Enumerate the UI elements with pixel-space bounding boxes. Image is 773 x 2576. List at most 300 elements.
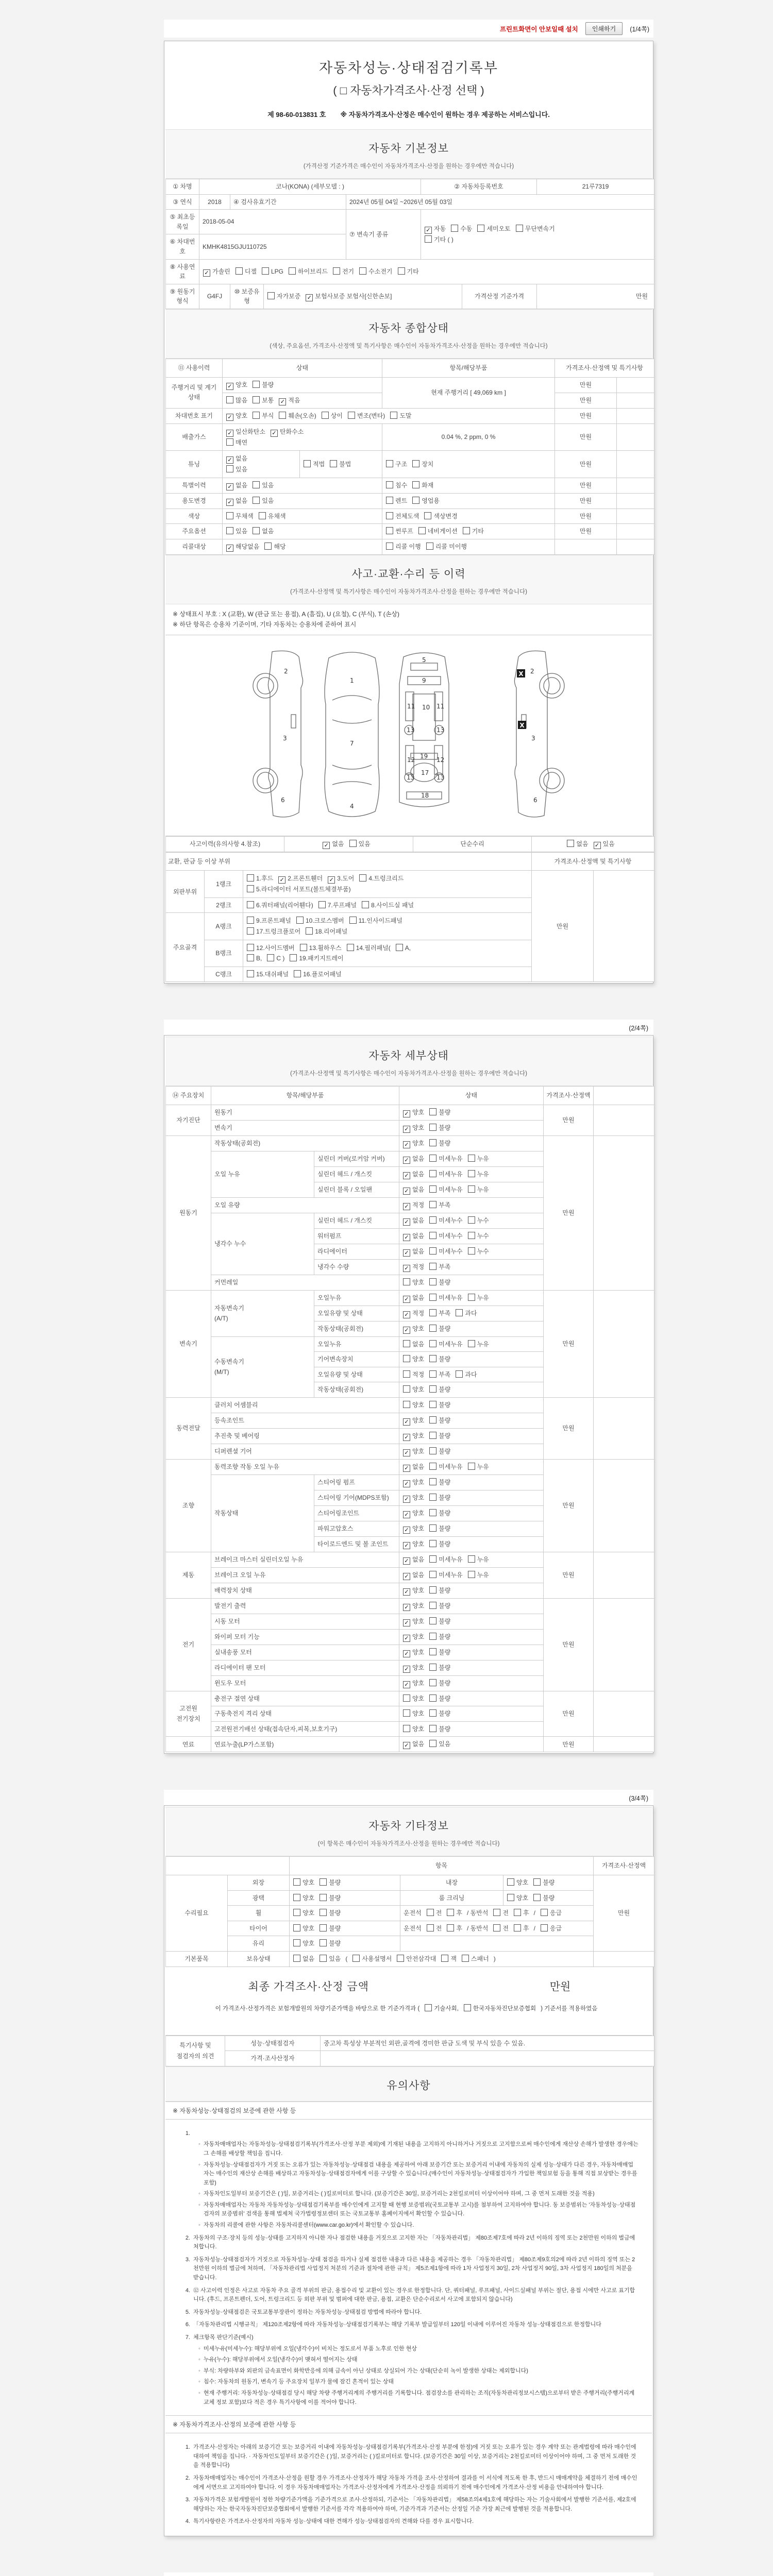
table-row bbox=[166, 1136, 654, 1151]
option-label: 4.트렁크리드 bbox=[368, 875, 404, 883]
table-cell: 2018 bbox=[199, 194, 230, 210]
table-cell: 만원 bbox=[544, 1136, 594, 1291]
option-label: 누유 bbox=[477, 1186, 489, 1194]
option-label: 썬루프 bbox=[395, 528, 413, 535]
checkbox: ✓ bbox=[403, 1110, 410, 1117]
table-cell bbox=[532, 836, 654, 852]
option-label: 없음 bbox=[412, 1186, 425, 1194]
option-label: 양호 bbox=[303, 1894, 315, 1902]
table-cell: A랭크 bbox=[205, 913, 243, 940]
table-cell: 단순수리 bbox=[413, 836, 532, 852]
table-cell: ⑦ 변속기 종류 bbox=[346, 210, 421, 259]
option-label: 전 bbox=[435, 1924, 442, 1932]
table-cell bbox=[399, 1336, 544, 1352]
checkbox bbox=[516, 225, 523, 232]
checkbox bbox=[398, 267, 405, 275]
final-price-row bbox=[165, 1967, 652, 2036]
option-label: 불량 bbox=[439, 1633, 451, 1640]
table-cell: 냉각수 누수 bbox=[211, 1213, 314, 1275]
accident-history-row bbox=[165, 836, 654, 852]
option-label: 양호 bbox=[412, 1325, 425, 1332]
option-label: 있음 bbox=[602, 840, 615, 848]
checkbox bbox=[247, 944, 254, 951]
option-label: 불량 bbox=[439, 1109, 451, 1116]
checkbox bbox=[429, 1709, 436, 1717]
checkbox: ✓ bbox=[403, 1249, 410, 1257]
checkbox: ✓ bbox=[403, 1666, 410, 1673]
table-cell bbox=[243, 871, 532, 898]
table-cell bbox=[399, 1475, 544, 1490]
option-label: 매연 bbox=[236, 438, 248, 446]
option-label: 양호 bbox=[412, 1586, 425, 1594]
checkbox bbox=[253, 381, 260, 388]
table-cell bbox=[399, 1105, 544, 1121]
checkbox bbox=[412, 497, 419, 504]
option-label: 안전삼각대 bbox=[406, 1955, 436, 1962]
table-cell: 오일 누유 bbox=[211, 1151, 314, 1198]
table-cell: ⑩ 보증유형 bbox=[230, 284, 264, 309]
checkbox bbox=[429, 1309, 436, 1316]
checkbox: ✓ bbox=[403, 1542, 410, 1549]
table-cell bbox=[399, 1521, 544, 1536]
table-cell: 배력장치 상태 bbox=[211, 1583, 399, 1598]
svg-text:5: 5 bbox=[422, 656, 426, 664]
svg-text:7: 7 bbox=[350, 739, 354, 747]
table-cell: 코나(KONA) (세부모델 : ) bbox=[199, 179, 421, 195]
checkbox: ✓ bbox=[403, 1418, 410, 1426]
option-label: 양호 bbox=[412, 1602, 425, 1609]
table-cell: 튜닝 bbox=[166, 451, 223, 478]
checkbox bbox=[429, 1633, 436, 1640]
table-cell: ③ 연식 bbox=[166, 194, 199, 210]
table-cell: 가격조사·산정액 및 특기사항 bbox=[555, 359, 654, 377]
option-label: 불량 bbox=[439, 1540, 451, 1548]
table-cell: ① 차명 bbox=[166, 179, 199, 195]
section-note: (가격조사·산정액 및 특기사항은 매수인이 자동차가격조사·산정을 원하는 경우에만 적습니다) bbox=[290, 1071, 527, 1077]
table-cell: 조향 bbox=[166, 1459, 211, 1552]
option-label: 일산화탄소 bbox=[236, 428, 265, 435]
option-label: 없음 bbox=[332, 840, 344, 848]
checkbox bbox=[429, 1740, 436, 1747]
table-cell: 충전구 절연 상태 bbox=[211, 1691, 399, 1706]
checkbox bbox=[429, 1385, 436, 1393]
table-cell: 자동변속기 (A/T) bbox=[211, 1290, 314, 1336]
option-label: 양호 bbox=[516, 1894, 529, 1902]
table-cell bbox=[594, 1459, 654, 1552]
table-cell: 1랭크 bbox=[205, 871, 243, 898]
option-label: 있음 bbox=[236, 528, 248, 535]
table-cell: 가격산정 기준가격 bbox=[462, 284, 537, 309]
option-label: 없음 bbox=[412, 1555, 425, 1563]
svg-text:10: 10 bbox=[422, 703, 430, 711]
option-label: 19.패키지트레이 bbox=[299, 955, 344, 962]
checkbox bbox=[320, 1909, 327, 1916]
section-accident-history bbox=[165, 555, 652, 604]
checkbox bbox=[451, 225, 458, 232]
table-row bbox=[166, 1875, 654, 1890]
table-cell bbox=[399, 1413, 544, 1428]
checkbox: ✓ bbox=[403, 1311, 410, 1318]
detail-condition-table bbox=[165, 1086, 654, 1752]
section-overall-condition bbox=[165, 309, 652, 359]
table-cell: 보유상태 bbox=[228, 1951, 290, 1967]
table-cell: 유리 bbox=[228, 1936, 290, 1952]
svg-text:11: 11 bbox=[407, 702, 415, 710]
table-cell: 만원 bbox=[555, 493, 617, 509]
checkbox: ✓ bbox=[226, 499, 233, 506]
option-label: 불량 bbox=[439, 1524, 451, 1532]
install-print-plugin-link[interactable]: 프린트화면이 안보일때 설치 bbox=[499, 25, 578, 33]
option-label: 불량 bbox=[439, 1679, 451, 1687]
checkbox bbox=[468, 1463, 475, 1470]
table-cell: 만원 bbox=[544, 1398, 594, 1460]
option-label: 운전석 bbox=[404, 1909, 422, 1917]
table-cell: 제동 bbox=[166, 1552, 211, 1598]
option-label: 누유 bbox=[477, 1340, 489, 1348]
checkbox bbox=[514, 1924, 521, 1931]
checkbox bbox=[468, 1232, 475, 1239]
option-label: 있음 bbox=[236, 466, 248, 473]
option-label: 불량 bbox=[439, 1694, 451, 1702]
checkbox bbox=[429, 1447, 436, 1454]
table-cell: 상태 bbox=[223, 359, 382, 377]
checkbox: ✓ bbox=[425, 227, 432, 234]
table-cell bbox=[400, 1936, 594, 1952]
checkbox: ✓ bbox=[403, 1141, 410, 1148]
table-cell bbox=[399, 1552, 544, 1567]
option-label: 없음 bbox=[303, 1955, 315, 1962]
checkbox bbox=[296, 917, 304, 924]
table-row bbox=[166, 1890, 654, 1906]
basic-info-table bbox=[165, 179, 654, 309]
option-label: 가솔린 bbox=[212, 267, 230, 275]
table-cell: 작동상태(공회전) bbox=[211, 1136, 399, 1151]
table-cell: 구동축전지 격리 상태 bbox=[211, 1706, 399, 1722]
table-cell bbox=[594, 1598, 654, 1691]
table-cell bbox=[399, 1367, 544, 1382]
option-label: 전기 bbox=[342, 267, 355, 275]
notice-block bbox=[165, 2102, 652, 2535]
option-label: ) 기준서를 적용하였음 bbox=[541, 2005, 598, 2012]
overall-condition-table bbox=[165, 359, 654, 555]
option-label: 불량 bbox=[439, 1509, 451, 1517]
option-label: 불량 bbox=[439, 1416, 451, 1424]
table-row bbox=[166, 210, 654, 234]
table-cell bbox=[399, 1675, 544, 1691]
table-cell bbox=[503, 1875, 594, 1890]
option-label: 불량 bbox=[439, 1494, 451, 1501]
option-label: 해당없음 bbox=[236, 543, 260, 550]
option-label: 3.도어 bbox=[337, 875, 355, 883]
option-label: 장치 bbox=[422, 460, 434, 468]
option-label: 불량 bbox=[439, 1478, 451, 1486]
table-cell: 만원 bbox=[555, 451, 617, 478]
table-cell bbox=[382, 509, 555, 524]
table-cell: ⑥ 차대번호 bbox=[166, 234, 199, 259]
checkbox bbox=[429, 1586, 436, 1594]
option-label: 있음 bbox=[262, 481, 274, 489]
table-cell bbox=[223, 493, 382, 509]
checkbox: ✓ bbox=[323, 842, 330, 849]
notice-item: 3. 자동차가격은 보험개발원이 정한 차량기준가액을 기준가격으로 조사·산정하되, 기준서는 「자동차관리법」 제58조의4제1호에 해당하는 자는 기술사회에서 발행한 기준서를, 제2호에 해당하는 자는 한국자동차진단보증협회에서 발행한 기준서를 각각 적용하여야 하며, 기준가격과 기준서는 산정일 기준 가장 최근에 발행된 것을 적용합니다. bbox=[185, 2497, 636, 2512]
checkbox bbox=[300, 944, 307, 951]
option-label: 수동 bbox=[460, 225, 473, 233]
svg-text:13: 13 bbox=[436, 726, 445, 734]
table-cell: 가격조사·산정액 bbox=[594, 1857, 654, 1875]
notice-bullet: ◦ 미세누유(미세누수): 해당부위에 오일(냉각수)이 비치는 정도로서 부품 노후로 인한 현상 bbox=[198, 2345, 417, 2352]
checkbox bbox=[533, 1878, 541, 1886]
checkbox bbox=[236, 267, 243, 275]
checkbox: ✓ bbox=[226, 383, 233, 390]
checkbox bbox=[247, 901, 254, 908]
table-cell bbox=[243, 897, 532, 913]
table-cell: 기어변속장치 bbox=[314, 1352, 399, 1367]
table-cell: 라디에이터 팬 모터 bbox=[211, 1660, 399, 1675]
checkbox bbox=[247, 874, 254, 882]
table-cell bbox=[399, 1182, 544, 1198]
checkbox bbox=[507, 1878, 514, 1886]
table-cell: 실린더 블록 / 오일팬 bbox=[314, 1182, 399, 1198]
checkbox: ✓ bbox=[403, 1480, 410, 1487]
table-cell bbox=[290, 1890, 400, 1906]
table-cell: ⑤ 최초등록일 bbox=[166, 210, 199, 234]
checkbox bbox=[429, 1416, 436, 1423]
checkbox bbox=[293, 1878, 300, 1886]
final-price-label: 최종 가격조사·산정 금액 bbox=[248, 1980, 369, 1993]
option-label: 없음 bbox=[576, 840, 589, 848]
table-cell: 파워고압호스 bbox=[314, 1521, 399, 1536]
checkbox bbox=[264, 543, 272, 550]
option-label: / bbox=[533, 1909, 535, 1917]
table-cell bbox=[594, 1951, 654, 1967]
option-label: 양호 bbox=[412, 1710, 425, 1718]
checkbox bbox=[429, 1401, 436, 1408]
option-label: 불량 bbox=[439, 1617, 451, 1625]
notice-item: 3. 자동차성능·상태점검자가 거짓으로 자동차성능·상태 점검을 하거나 실제 점검한 내용과 다른 내용을 제공하는 경우 「자동차관리법」 제80조제9호의2에 따라 2년 이하의 징역 또는 2천만원 이하의 벌금에 처하며, 「자동차관리법 사업정지 처분의 기준과 절차에 관한 규칙」 제5조제1항에 따라 1차 사업정지 30일, 2차 사업정지 90일, 3차 사업정지 180일의 처분을 받습니다. bbox=[185, 2256, 635, 2281]
svg-text:11: 11 bbox=[436, 702, 445, 710]
table-cell bbox=[399, 1121, 544, 1136]
table-cell bbox=[399, 1290, 544, 1306]
checkbox bbox=[348, 412, 355, 419]
option-label: 침수 bbox=[395, 481, 408, 489]
table-cell bbox=[264, 284, 462, 309]
service-note: ※ 자동차가격조사·산정은 매수인이 원하는 경우 제공하는 서비스입니다. bbox=[340, 111, 550, 118]
table-cell: 오일유량 및 상태 bbox=[314, 1367, 399, 1382]
checkbox bbox=[403, 1278, 410, 1285]
table-cell: 만원 bbox=[532, 871, 594, 982]
table-cell: 성능·상태점검자 bbox=[225, 2036, 321, 2051]
checkbox bbox=[318, 901, 326, 908]
print-preview-canvas bbox=[0, 20, 773, 2576]
table-cell: 만원 bbox=[544, 1459, 594, 1552]
option-label: 부족 bbox=[439, 1370, 451, 1378]
checkbox bbox=[259, 512, 266, 519]
section-title: 유의사항 bbox=[386, 2079, 431, 2092]
etc-info-table bbox=[165, 1856, 654, 1967]
checkbox bbox=[253, 412, 260, 419]
checkbox bbox=[468, 1155, 475, 1162]
option-label: 없음 bbox=[412, 1171, 425, 1178]
table-cell bbox=[617, 423, 654, 451]
checkbox bbox=[306, 927, 313, 935]
option-label: 불량 bbox=[439, 1664, 451, 1671]
table-cell bbox=[399, 1198, 544, 1213]
table-cell: 항목/해당부품 bbox=[211, 1087, 399, 1105]
table-cell: ⑨ 원동기형식 bbox=[166, 284, 199, 309]
checkbox bbox=[429, 1571, 436, 1578]
checkbox bbox=[403, 1725, 410, 1732]
checkbox: ✓ bbox=[403, 1157, 410, 1164]
option-label: 18.리어패널 bbox=[315, 928, 348, 936]
table-cell bbox=[223, 377, 382, 393]
table-cell: 실린더 커버(로커암 커버) bbox=[314, 1151, 399, 1167]
option-label: 10.크로스멤버 bbox=[305, 917, 344, 925]
checkbox: ✓ bbox=[403, 1188, 410, 1195]
option-label: 네비게이션 bbox=[427, 528, 458, 535]
page-indicator-3: (3/4쪽) bbox=[164, 1790, 653, 1805]
table-row bbox=[166, 2051, 654, 2066]
option-label: 양호 bbox=[412, 1664, 425, 1671]
checkbox bbox=[429, 1263, 436, 1270]
table-cell: 가격조사·산정액 bbox=[544, 1087, 594, 1105]
option-label: 기타 bbox=[472, 528, 484, 535]
option-label: 누수 bbox=[477, 1217, 489, 1225]
option-label: 양호 bbox=[412, 1633, 425, 1640]
option-label: 누수 bbox=[477, 1232, 489, 1240]
print-button[interactable]: 인쇄하기 bbox=[585, 22, 623, 35]
checkbox bbox=[429, 1478, 436, 1485]
table-cell: 수동변속기 (M/T) bbox=[211, 1336, 314, 1397]
checkbox bbox=[429, 1524, 436, 1532]
checkbox bbox=[304, 460, 311, 467]
option-label: 보통 bbox=[262, 396, 274, 404]
option-label: 후 bbox=[523, 1909, 529, 1917]
table-cell bbox=[199, 259, 654, 284]
table-cell bbox=[399, 1306, 544, 1321]
checkbox: ✓ bbox=[594, 842, 601, 849]
option-label: 부족 bbox=[439, 1309, 451, 1317]
checkbox bbox=[468, 1216, 475, 1224]
option-label: 한국자동차진단보증협회 bbox=[473, 2005, 536, 2012]
checkbox bbox=[396, 944, 403, 951]
table-cell bbox=[399, 1505, 544, 1521]
option-label: 렌트 bbox=[395, 497, 408, 504]
checkbox bbox=[429, 1155, 436, 1162]
table-cell bbox=[399, 1444, 544, 1459]
table-cell: 자기진단 bbox=[166, 1105, 211, 1136]
checkbox bbox=[468, 1555, 475, 1563]
option-label: 양호 bbox=[412, 1355, 425, 1363]
option-label: 디젤 bbox=[244, 267, 257, 275]
notice-item: 4. ⑫ 사고이력 인정은 사고로 자동차 주요 골격 부위의 판금, 용접수리 및 교환이 있는 경우로 한정합니다. 단, 쿼터패널, 루프패널, 사이드실패널 부위는 절단, 용접 시에만 사고로 표기합니다. (후드, 프론트펜더, 도어, 트렁크리드 등 외판 부위 및 범퍼에 대한 판금, 용접, 교환은 단순수리로서 사고에 포함되지 않습니다) bbox=[185, 2287, 635, 2303]
checkbox bbox=[541, 1909, 548, 1916]
table-cell: 룸 크리닝 bbox=[400, 1890, 503, 1906]
table-cell: 2랭크 bbox=[205, 897, 243, 913]
table-cell: ⑭ 주요장치 bbox=[166, 1087, 211, 1105]
section-title: 자동차 기본정보 bbox=[368, 143, 449, 155]
table-cell: 가격·조사산정자 bbox=[225, 2051, 321, 2066]
option-label: 많음 bbox=[236, 396, 248, 404]
table-row bbox=[166, 423, 654, 451]
table-cell bbox=[223, 408, 555, 423]
option-label: 불량 bbox=[439, 1355, 451, 1363]
checkbox bbox=[493, 1909, 500, 1916]
checkbox bbox=[247, 954, 254, 961]
checkbox bbox=[429, 1185, 436, 1193]
table-cell: 고전원전기배선 상태(접속단자,피복,보호기구) bbox=[211, 1721, 399, 1737]
option-label: 양호 bbox=[412, 1524, 425, 1532]
checkbox bbox=[293, 1894, 300, 1901]
svg-text:9: 9 bbox=[422, 676, 426, 684]
option-label: 후 bbox=[456, 1924, 462, 1932]
option-label: 도말 bbox=[399, 412, 412, 419]
status-code-legend: ※ 상태표시 부호 : X (교환), W (판금 또는 용접), A (흠집), U (요철), C (부식), T (손상) ※ 하단 항목은 승용차 기준이며, 기타 자동차는 승용차에 준하여 표시 bbox=[165, 604, 652, 635]
option-label: 누유 bbox=[477, 1294, 489, 1301]
table-cell: 디퍼렌셜 기어 bbox=[211, 1444, 399, 1459]
table-row bbox=[166, 1290, 654, 1306]
table-cell: 스티어링조인트 bbox=[314, 1505, 399, 1521]
table-row bbox=[166, 852, 654, 871]
table-cell bbox=[223, 524, 382, 539]
checkbox bbox=[429, 1170, 436, 1177]
page-indicator-1: (1/4쪽) bbox=[630, 25, 649, 33]
table-row bbox=[166, 284, 654, 309]
checkbox bbox=[293, 1939, 300, 1946]
checkbox bbox=[429, 1216, 436, 1224]
table-cell: 클러치 어셈블리 bbox=[211, 1398, 399, 1413]
option-label: 양호 bbox=[412, 1679, 425, 1687]
option-label: 양호 bbox=[236, 381, 248, 388]
table-cell bbox=[300, 451, 382, 478]
checkbox: ✓ bbox=[403, 1742, 410, 1749]
svg-text:13: 13 bbox=[436, 773, 445, 781]
option-label: 있음 bbox=[358, 840, 371, 848]
option-label: 하이브리드 bbox=[297, 267, 328, 275]
checkbox: ✓ bbox=[403, 1126, 410, 1133]
table-cell bbox=[399, 1598, 544, 1614]
option-label: / 동반석 bbox=[466, 1909, 489, 1917]
checkbox bbox=[253, 527, 260, 534]
option-label: 불량 bbox=[439, 1648, 451, 1656]
table-row bbox=[166, 1552, 654, 1567]
option-label: 양호 bbox=[412, 1386, 425, 1394]
table-cell: 광택 bbox=[228, 1890, 290, 1906]
checkbox bbox=[403, 1401, 410, 1408]
table-cell: 만원 bbox=[544, 1290, 594, 1397]
table-cell bbox=[321, 2051, 654, 2066]
checkbox bbox=[468, 1294, 475, 1301]
table-cell: 가격조사·산정액 및 특기사항 bbox=[532, 852, 654, 871]
option-label: 불량 bbox=[329, 1909, 341, 1917]
section-note: (색상, 주요옵션, 가격조사·산정액 및 특기사항은 매수인이 자동차가격조사·산정을 원하는 경우에만 적습니다) bbox=[270, 343, 548, 349]
notice-title-1: ※ 자동차성능·상태점검의 보증에 관한 사항 등 bbox=[165, 2102, 652, 2120]
option-label: 불량 bbox=[439, 1279, 451, 1286]
table-cell bbox=[594, 1398, 654, 1460]
option-label: 양호 bbox=[412, 1694, 425, 1702]
checkbox: ✓ bbox=[226, 430, 233, 437]
option-label: 변조(변타) bbox=[357, 412, 385, 419]
option-label: 불량 bbox=[439, 1325, 451, 1332]
option-label: / 동반석 bbox=[466, 1924, 489, 1932]
table-cell bbox=[223, 478, 382, 493]
option-label: 전 bbox=[502, 1924, 509, 1932]
checkbox bbox=[493, 1924, 500, 1931]
section-title: 사고·교환·수리 등 이력 bbox=[351, 568, 466, 580]
option-label: 과다 bbox=[465, 1309, 477, 1317]
page-2 bbox=[164, 1035, 653, 1754]
option-label: 없음 bbox=[412, 1463, 425, 1470]
checkbox bbox=[429, 1664, 436, 1671]
